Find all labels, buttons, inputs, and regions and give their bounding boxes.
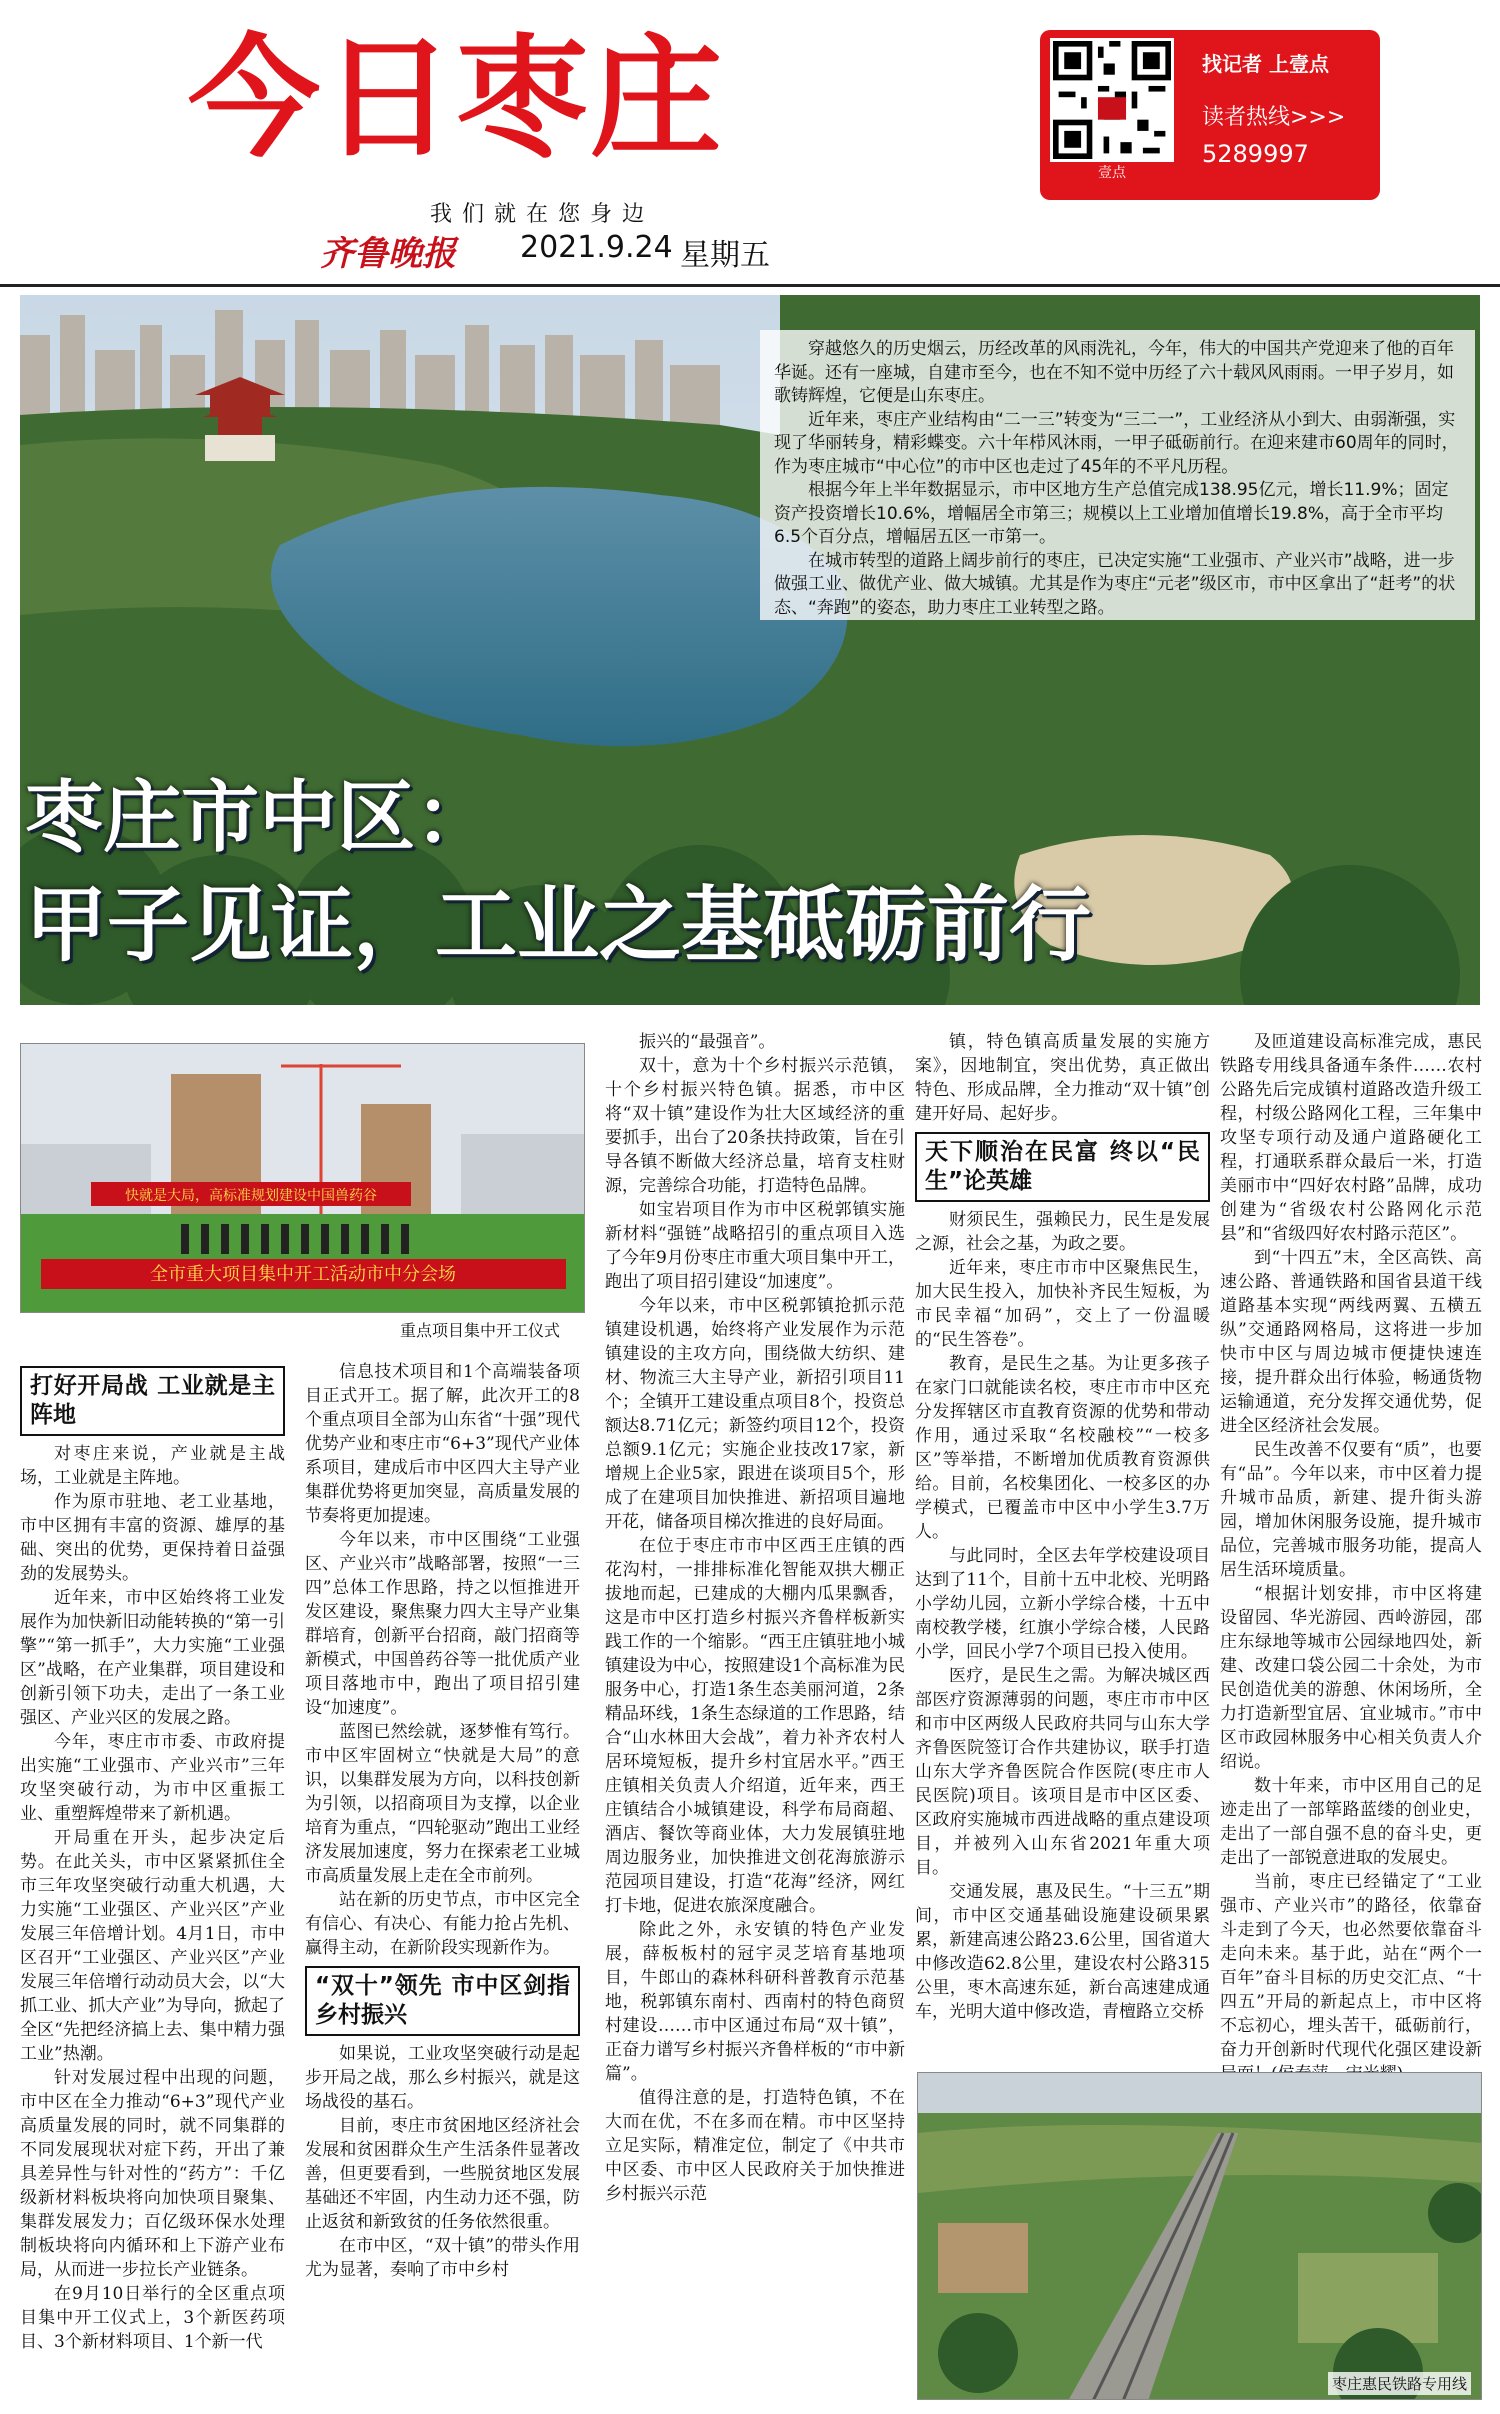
paragraph: 信息技术项目和1个高端装备项目正式开工。据了解，此次开工的8个重点项目全部为山东省“十强”现代优势产业和枣庄市“6+3”现代产业体系项目，建成后市中区四大主导产业集群优势将更加突显，高质量发展的节奏将更加提速。 (305, 1362, 580, 1526)
paragraph: 医疗，是民生之需。为解决城区西部医疗资源薄弱的问题，枣庄市市中区和市中区两级人民政府共同与山东大学齐鲁医院签订合作共建协议，联手打造山东大学齐鲁医院合作医院(枣庄市人民医院)项目。该项目是市中区区委、区政府实施城市西进战略的重点建设项目，并被列入山东省2021年重大项目。 (915, 1666, 1210, 1878)
paragraph: 镇，特色镇高质量发展的实施方案》，因地制宜，突出优势，真正做出特色、形成品牌，全力推动“双十镇”创建开好局、起好步。 (915, 1032, 1210, 1124)
paragraph: 振兴的“最强音”。 (639, 1032, 776, 1052)
hotline-label: 读者热线>>> (1202, 105, 1346, 130)
groundbreaking-ceremony-image (21, 1044, 585, 1313)
section-subhead: “双十”领先 市中区剑指乡村振兴 (305, 1966, 580, 2036)
section-subhead: 打好开局战 工业就是主阵地 (20, 1366, 285, 1436)
article-column-1 (20, 1360, 285, 2354)
paragraph: 近年来，市中区始终将工业发展作为加快新旧动能转换的“第一引擎”“第一抓手”，大力实施“工业强区”战略，在产业集群，项目建设和创新引领下功夫，走出了一条工业强区、产业兴区的发展之路。 (20, 1588, 285, 1728)
paragraph: 开局重在开头，起步决定后势。在此关头，市中区紧紧抓住全市三年攻坚突破行动重大机遇，大力实施“工业强区、产业兴区”产业发展三年倍增计划。4月1日，市中区召开“工业强区、产业兴区”产业发展三年倍增行动动员大会，以“大抓工业、抓大产业”为导向，掀起了全区“先把经济搞上去、集中精力强工业”热潮。 (20, 1828, 285, 2064)
railway-line-aerial-image (918, 2073, 1482, 2400)
paragraph: 站在新的历史节点，市中区完全有信心、有决心、有能力抢占先机、赢得主动，在新阶段实现新作为。 (305, 1890, 580, 1958)
paragraph: 今年以来，市中区税郭镇抢抓示范镇建设机遇，始终将产业发展作为示范镇建设的主攻方向，围绕做大纺织、建材、物流三大主导产业，新招引项目11个；全镇开工建设重点项目8个，投资总额达8.71亿元；新签约项目12个，投资总额9.1亿元；实施企业技改17家，新增规上企业5家，跟进在谈项目5个，形成了在建项目加快推进、新招项目遍地开花，储备项目梯次推进的良好局面。 (605, 1296, 905, 1532)
paragraph: “根据计划安排，市中区将建设留园、华光游园、西岭游园，邵庄东绿地等城市公园绿地四处，新建、改建口袋公园二十余处，为市民创造优美的游憩、休闲场所，全力打造新型宜居、宜业城市。”市中区市政园林服务中心相关负责人介绍说。 (1220, 1584, 1482, 1772)
section-subhead: 天下顺治在民富 终以“民生”论英雄 (915, 1132, 1210, 1202)
newspaper-logo: 今日枣庄 (188, 22, 724, 176)
paper-name: 齐鲁晚报 (320, 234, 456, 274)
main-headline-line-2: 甲子见证，工业之基砥砺前行 (25, 878, 1092, 973)
paragraph: 在9月10日举行的全区重点项目集中开工仪式上，3个新医药项目、3个新材料项目、1个新一代 (20, 2284, 285, 2352)
masthead-divider (0, 284, 1500, 287)
intro-paragraph: 根据今年上半年数据显示，市中区地方生产总值完成138.95亿元，增长11.9%；固定资产投资增长10.6%，增幅居全市第三；规模以上工业增加值增长19.8%，高于全市平均6.5个百分点，增幅居五区一市第一。 (774, 480, 1449, 547)
intro-paragraph: 近年来，枣庄产业结构由“二一三”转变为“三二一”，工业经济从小到大、由弱渐强，实现了华丽转身，精彩蝶变。六十年栉风沐雨，一甲子砥砺前行。在迎来建市60周年的同时，作为枣庄城市“中心位”的市中区也走过了45年的不平凡历程。 (774, 409, 1459, 477)
issue-weekday: 星期五 (680, 238, 770, 273)
paragraph: 及匝道建设高标准完成，惠民铁路专用线具备通车条件……农村公路先后完成镇村道路改造升级工程，村级公路网化工程，三年集中攻坚专项行动及通户道路硬化工程，打通联系群众最后一米，打造美丽市中“四好农村路”品牌，成功创建为“省级农村公路网化示范县”和“省级四好农村路示范区”。 (1220, 1032, 1482, 1244)
photo-caption: 重点项目集中开工仪式 (400, 1321, 561, 1340)
article-column-4 (915, 1030, 1210, 2024)
paragraph: 如果说，工业攻坚突破行动是起步开局之战，那么乡村振兴，就是这场战役的基石。 (305, 2044, 580, 2112)
paragraph: 蓝图已然绘就，逐梦惟有笃行。市中区牢固树立“快就是大局”的意识，以集群发展为方向，以科技创新为引领，以招商项目为支撑，以企业培育为重点，“四轮驱动”跑出工业经济发展加速度，努力在探索老工业城市高质量发展上走在全市前列。 (305, 1722, 580, 1886)
paragraph: 作为原市驻地、老工业基地，市中区拥有丰富的资源、雄厚的基础、突出的优势，更保持着日益强劲的发展势头。 (20, 1492, 285, 1584)
article-column-3 (605, 1030, 905, 2206)
masthead (0, 0, 1500, 300)
paragraph: 在市中区，“双十镇”的带头作用尤为显著，奏响了市中乡村 (305, 2236, 580, 2280)
paragraph: 值得注意的是，打造特色镇，不在大而在优，不在多而在精。市中区坚持立足实际，精准定位，制定了《中共市中区委、市中区人民政府关于加快推进乡村振兴示范 (605, 2088, 905, 2204)
paragraph: 今年以来，市中区围绕“工业强区、产业兴市”战略部署，按照“一三四”总体工作思路，持之以恒推进开发区建设，聚焦聚力四大主导产业集群培育，创新平台招商，敲门招商等新模式，中国兽药谷等一批优质产业项目落地市中，跑出了项目招引建设“加速度”。 (305, 1530, 580, 1718)
qr-code-icon[interactable] (1050, 38, 1174, 162)
qr-caption: 壹点 (1098, 165, 1126, 181)
intro-paragraph: 在城市转型的道路上阔步前行的枣庄，已决定实施“工业强市、产业兴市”战略，进一步做强工业、做优产业、做大城镇。尤其是作为枣庄“元老”级区市，市中区拿出了“赶考”的状态、“奔跑”的姿态，助力枣庄工业转型之路。 (774, 550, 1456, 618)
paragraph: 数十年来，市中区用自己的足迹走出了一部筚路蓝缕的创业史，走出了一部自强不息的奋斗史，更走出了一部锐意进取的发展史。 (1220, 1776, 1482, 1868)
paragraph: 到“十四五”末，全区高铁、高速公路、普通铁路和国省县道干线道路基本实现“两线两翼、五横五纵”交通路网格局，这将进一步加快市中区与周边城市便捷快速连接，提升群众出行体验，畅通货物运输通道，充分发挥交通优势，促进全区经济社会发展。 (1220, 1248, 1482, 1436)
article-column-5 (1220, 1030, 1482, 2086)
groundbreaking-photo (20, 1043, 585, 1313)
railway-photo (917, 2072, 1482, 2400)
paragraph: 财须民生，强赖民力，民生是发展之源，社会之基，为政之要。 (915, 1210, 1210, 1254)
slogan: 我们就在您身边 (430, 202, 655, 227)
paragraph: 教育，是民生之基。为让更多孩子在家门口就能读名校，枣庄市市中区充分发挥辖区市直教育资源的优势和带动作用，通过采取“名校融校”“一校多区”等举措，不断增加优质教育资源供给。目前，名校集团化、一校多区的办学模式，已覆盖市中区中小学生3.7万人。 (915, 1354, 1210, 1542)
site-banner-text: 快就是大局，高标准规划建设中国兽药谷 (125, 1188, 377, 1204)
issue-date: 2021.9.24 (520, 230, 673, 265)
paragraph: 当前，枣庄已经锚定了“工业强市、产业兴市”的路径，依靠奋斗走到了今天，也必然要依靠奋斗走向未来。基于此，站在“两个一百年”奋斗目标的历史交汇点、“十四五”开局的新起点上，市中区将不忘初心，埋头苦干，砥砺前行，奋力开创新时代现代化强区建设新 (1220, 1872, 1482, 2060)
paragraph: 针对发展过程中出现的问题，市中区在全力推动“6+3”现代产业高质量发展的同时，就不同集群的不同发展现状对症下药，开出了兼具差异性与针对性的“药方”：千亿级新材料板块将向加快项目聚集、集群发展发力；百亿级环保水处理制板块将向内循环和上下游产业布局，从而进一步拉长产业链条。 (20, 2068, 285, 2280)
paragraph: 对枣庄来说，产业就是主战场，工业就是主阵地。 (20, 1444, 285, 1488)
hotline-number: 5289997 (1202, 140, 1309, 168)
paragraph: 在位于枣庄市市中区西王庄镇的西花沟村，一排排标准化智能双拱大棚正拔地而起，已建成的大棚内瓜果飘香，这是市中区打造乡村振兴齐鲁样板新实践工作的一个缩影。“西王庄镇驻地小城镇建设为中心，按照建设1个高标准为民服务中心，打造1条生态美丽河道，2条精品环线，1条生态绿道的工作思路，结合“山水林田大会战”，着力补齐农村人居环境短板，提升乡村宜居水平。”西王庄镇相关负责人介绍道，近年来，西王庄镇结合小城镇建设，科学布局商超、酒店、餐饮等商业体，大力发展镇驻地周边服务业，加快推进文创花海旅游示范园项目建设，打造“花海”经济，网红打卡地，促进农旅深度融合。 (605, 1536, 905, 1916)
paragraph: 如宝岩项目作为市中区税郭镇实施新材料“强链”战略招引的重点项目入选了今年9月份枣庄市重大项目集中开工，跑出了项目招引建设“加速度”。 (605, 1200, 905, 1292)
paragraph: 近年来，枣庄市市中区聚焦民生，加大民生投入，加快补齐民生短板，为市民幸福“加码”，交上了一份温暖的“民生答卷”。 (915, 1258, 1210, 1350)
intro-text-box (760, 330, 1475, 620)
article-column-2 (305, 1360, 580, 2282)
hotline-slogan: 找记者 上壹点 (1202, 52, 1329, 76)
paragraph: 目前，枣庄市贫困地区经济社会发展和贫困群众生产生活条件显著改善，但更要看到，一些脱贫地区发展基础还不牢固，内生动力还不强，防止返贫和新致贫的任务依然很重。 (305, 2116, 580, 2232)
paragraph: 交通发展，惠及民生。“十三五”期间，市中区交通基础设施建设硕果累累，新建高速公路23.6公里，国省道大中修改造62.8公里，建设农村公路315公里，枣木高速东延，新台高速建成通车，光明大道中修改造，青檀路立交桥 (915, 1882, 1210, 2022)
paragraph: 双十，意为十个乡村振兴示范镇，十个乡村振兴特色镇。据悉，市中区将“双十镇”建设作为壮大区域经济的重要抓手，出台了20条扶持政策，旨在引导各镇不断做大经济总量，培育支柱财源，完善综合功能，打造特色品牌。 (605, 1056, 905, 1196)
paragraph: 与此同时，全区去年学校建设项目达到了11个，目前十五中北校、光明路小学幼儿园，立新小学综合楼，十五中南校教学楼，红旗小学综合楼，人民路小学，回民小学7个项目已投入使用。 (915, 1546, 1210, 1662)
paragraph: 民生改善不仅要有“质”，也要有“品”。今年以来，市中区着力提升城市品质，新建、提升街头游园，增加休闲服务设施，提升城市品位，完善城市服务功能，提高人居生活环境质量。 (1220, 1440, 1482, 1580)
main-headline-line-1: 枣庄市中区： (25, 773, 494, 863)
paragraph: 除此之外，永安镇的特色产业发展，薛板板村的冠宇灵芝培育基地项目，牛郎山的森林科研科普教育示范基地，税郭镇东南村、西南村的特色商贸村建设……市中区通过布局“双十镇”，正奋力谱写乡村振兴齐鲁样板的“市中新篇”。 (605, 1920, 905, 2084)
stage-banner-text: 全市重大项目集中开工活动市中分会场 (150, 1264, 456, 1285)
photo-caption: 枣庄惠民铁路专用线 (1328, 2372, 1471, 2395)
intro-paragraph: 穿越悠久的历史烟云，历经改革的风雨洗礼，今年，伟大的中国共产党迎来了他的百年华诞。还有一座城，自建市至今，也在不知不觉中历经了六十载风风雨雨。一甲子岁月，如歌铸辉煌，它便是山东枣庄。 (774, 339, 1454, 406)
paragraph: 今年，枣庄市市委、市政府提出实施“工业强市、产业兴市”三年攻坚突破行动，为市中区重振工业、重塑辉煌带来了新机遇。 (20, 1732, 285, 1824)
